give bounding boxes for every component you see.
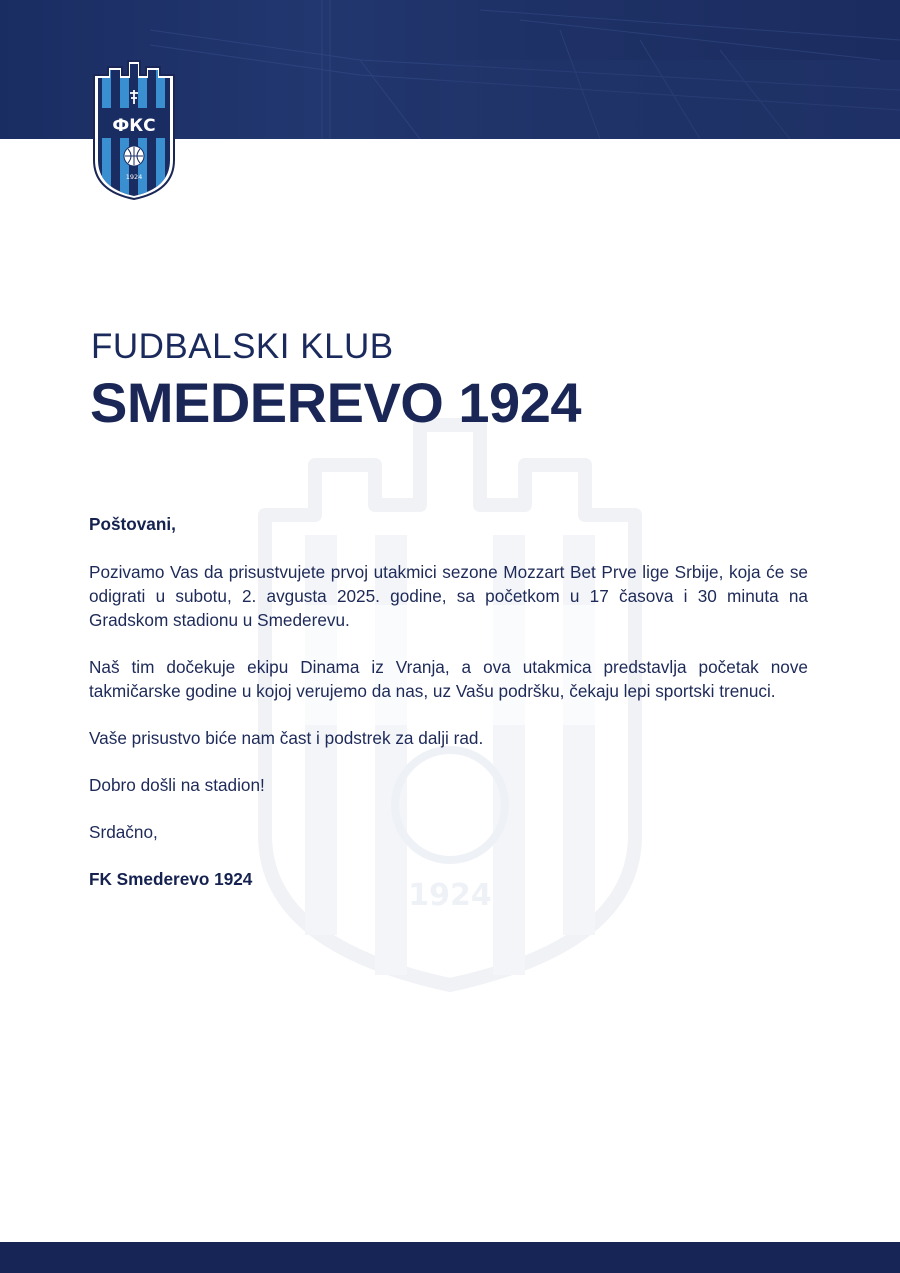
title-line-2: SMEDEREVO 1924 <box>90 371 581 434</box>
club-crest-logo <box>88 60 180 200</box>
crest-year: 1924 <box>125 173 143 181</box>
closing: Srdačno, <box>89 822 158 842</box>
title-line-1: FUDBALSKI KLUB <box>91 327 394 366</box>
letter-body <box>89 512 808 914</box>
paragraph-opponent: Naš tim dočekuje ekipu Dinama iz Vranja, a ova utakmica predstavlja početak nove takmičarske godine u kojoj verujemo da nas, uz Vašu podršku, čekaju lepi sportski trenuci. <box>89 657 808 701</box>
paragraph-welcome: Dobro došli na stadion! <box>89 775 265 795</box>
footer-band <box>0 1242 900 1273</box>
salutation: Poštovani, <box>89 514 176 534</box>
signature: FK Smederevo 1924 <box>89 869 253 889</box>
svg-text:1924: 1924 <box>408 878 492 913</box>
crest-monogram: ФКС <box>112 116 156 136</box>
paragraph-honor: Vaše prisustvo biće nam čast i podstrek za dalji rad. <box>89 728 484 748</box>
paragraph-invitation: Pozivamo Vas da prisustvujete prvoj utakmici sezone Mozzart Bet Prve lige Srbije, koja će se odigrati u subotu, 2. avgusta 2025. godine, sa početkom u 17 časova i 30 minuta na Gradskom stadionu u Smederevu. <box>89 562 808 630</box>
